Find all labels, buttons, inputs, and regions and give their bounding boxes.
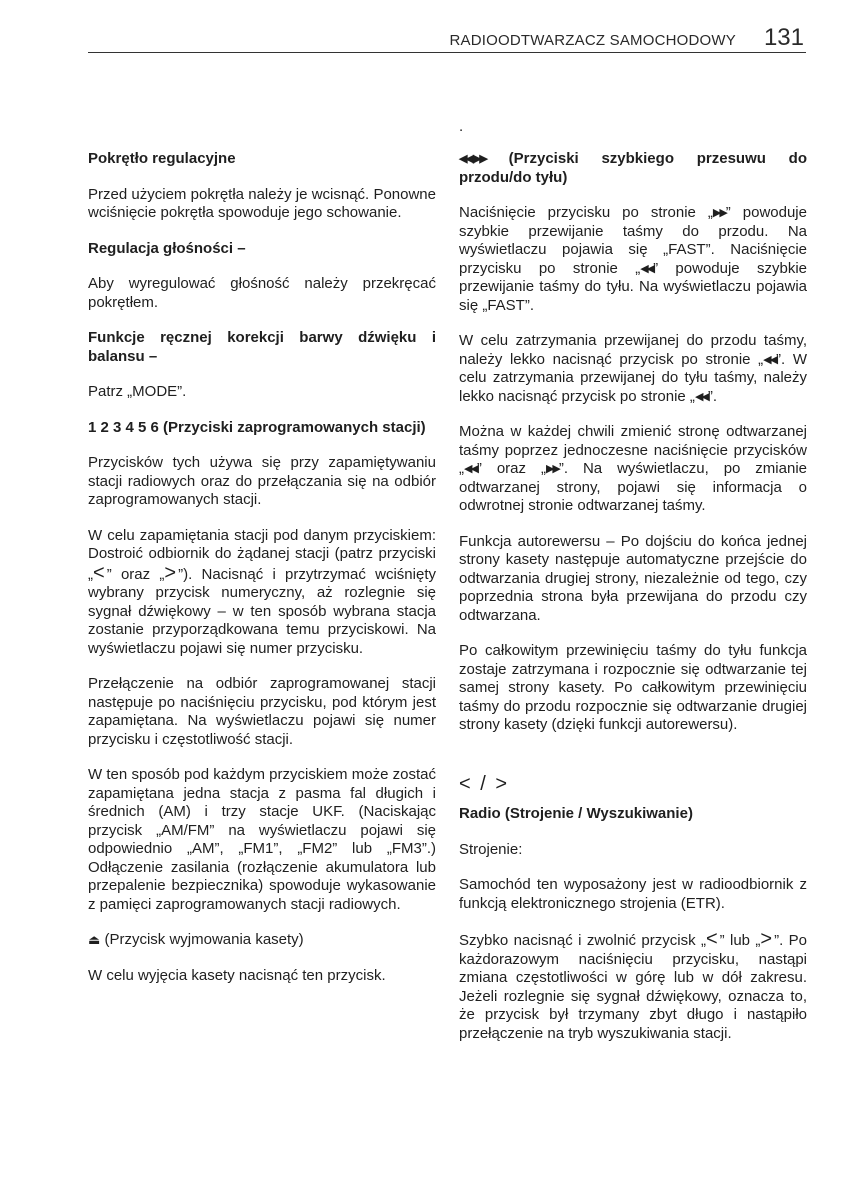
eject-icon: ⏏ (88, 932, 101, 947)
text-run: ” lub „ (719, 932, 761, 949)
running-title: RADIOODTWARZACZ SAMOCHODOWY (449, 32, 736, 49)
text-run: ”). Nacisnąć i przytrzymać wciśnięty wybrany przycisk numeryczny, aż rozlegnie się sygnał dźwiękowy – w ten sposób wybrana stacja zostanie przyporządkowana temu przyciskowi. Na wyświetlaczu pojawi się numer przycisku. (88, 565, 436, 657)
heading-radio-tuning: Radio (Strojenie / Wyszukiwanie) (459, 805, 693, 822)
heading-fast-wind (459, 150, 807, 187)
heading-tone-balance: Funkcje ręcznej korekcji barwy dźwięku i balansu – (88, 329, 436, 365)
heading-control-knob: Pokrętło regulacyjne (88, 150, 236, 167)
fast-forward-icon: ▶▶ (545, 463, 559, 475)
paragraph (459, 332, 807, 406)
page-header (88, 22, 806, 52)
fast-forward-icon: ▶▶ (712, 207, 726, 219)
paragraph: Samochód ten wyposażony jest w radioodbiornik z funkcją elektronicznego strojenia (ETR). (459, 876, 807, 912)
header-rule (88, 52, 806, 53)
rewind-icon: ◀◀ (464, 463, 477, 475)
paragraph: W celu wyjęcia kasety nacisnąć ten przycisk. (88, 966, 386, 984)
paragraph: Patrz „MODE”. (88, 383, 187, 400)
rewind-forward-icons: ◀◀ ▶▶ (459, 153, 486, 165)
heading-volume: Regulacja głośności – (88, 239, 246, 257)
text-run: Naciśnięcie przycisku po stronie „ (459, 204, 713, 221)
text-run: (Przyciski szybkiego przesuwu do przodu/do tyłu) (459, 150, 807, 186)
rewind-icon: ◀◀ (640, 262, 654, 275)
paragraph: Strojenie: (459, 840, 523, 858)
text-run: ”. Na wyświetlaczu, po zmianie odtwarzanej strony, pojawi się informacja o odwrotnej stronie odtwarzanej taśmy. (459, 460, 807, 514)
text-run: W celu zapamiętania stacji pod danym przyciskiem: Dostroić odbiornik do żądanej stacji (patrz przyciski „ (88, 526, 436, 583)
text-run: ” oraz „ (106, 565, 165, 583)
text-run: ” powoduje szybkie przewijanie taśmy do tyłu. Na wyświetlaczu pojawia się „FAST”. (459, 259, 807, 314)
tune-buttons-icon: < / > (459, 772, 510, 795)
paragraph (459, 930, 807, 1043)
text-run: ”. Po każdorazowym naciśnięciu przycisku, nastąpi zmiana częstotliwości w górę lub w dół zakresu. Jeżeli rozlegnie się sygnał dźwiękowy, oznacza to, że przycisk był trzymany zbyt długo i nastąpiło przełączenie na tryb wyszukiwania stacji. (459, 932, 807, 1042)
tune-down-icon: < (705, 928, 720, 950)
paragraph (88, 527, 436, 659)
tune-up-icon: > (164, 561, 179, 584)
heading-preset-buttons: 1 2 3 4 5 6 (Przyciski zaprogramowanych stacji) (88, 418, 426, 436)
paragraph: Funkcja autorewersu – Po dojściu do końca jednej strony kasety następuje automatyczne przejście do odtwarzania drugiej strony, niezależnie od tego, czy poprzednia strona była przewijana do przodu czy odtwarzana. (459, 532, 807, 624)
heading-eject (88, 931, 436, 950)
rewind-icon: ◀◀ (763, 353, 777, 366)
paragraph (459, 423, 807, 516)
paragraph: W ten sposób pod każdym przyciskiem może zostać zapamiętana jedna stacja z pasma fal długich i średnich (AM) i trzy stacje UKF. (Naciskając przycisk „AM/FM” na wyświetlaczu pojawi się odpowiednio „AM”, „FM1”, „FM2” lub „FM3”.) Odłączenie zasilania (rozłączenie akumulatora lub przepalenie bezpiecznika) spowoduje wykasowanie z pamięci zaprogramowanych stacji radiowych. (88, 766, 436, 913)
paragraph: Przełączenie na odbiór zaprogramowanej stacji następuje po naciśnięciu przycisku, pod którym jest zapamiętana. Na wyświetlaczu pojawi się numer przycisku i częstotliwość stacji. (88, 675, 436, 748)
text-run: (Przycisk wyjmowania kasety) (100, 931, 304, 948)
paragraph (459, 204, 807, 315)
text-run: ”. W celu zatrzymania przewijanej do tyłu taśmy, należy lekko nacisnąć przycisk po stronie „ (459, 350, 807, 405)
paragraph: Przycisków tych używa się przy zapamiętywaniu stacji radiowych oraz do przełączania się na odbiór zaprogramowanych stacji. (88, 454, 436, 508)
text-run: W celu zatrzymania przewijanej do przodu taśmy, należy lekko nacisnąć przycisk po stronie „ (459, 332, 807, 368)
paragraph: Po całkowitym przewinięciu taśmy do tyłu funkcja zostaje zatrzymana i rozpocznie się odtwarzanie tej samej strony kasety. Po całkowitym przewinięciu taśmy do przodu rozpocznie się odtwarzanie drugiej strony kasety (dzięki funkcji autorewersu). (459, 642, 807, 733)
text-run: ” powoduje szybkie przewijanie taśmy do przodu. Na wyświetlaczu pojawia się „FAST”. Naciśnięcie przycisku po stronie „ (459, 204, 807, 277)
tune-down-icon: < (93, 561, 107, 584)
rewind-icon: ◀◀ (694, 390, 708, 403)
paragraph: Przed użyciem pokrętła należy je wcisnąć. Ponowne wciśnięcie pokrętła spowoduje jego schowanie. (88, 185, 436, 221)
stray-dot: . (459, 118, 464, 135)
page-number: 131 (763, 24, 804, 51)
left-column (88, 150, 436, 1002)
text-run: ”. (707, 387, 718, 405)
text-run: ” oraz „ (476, 460, 546, 477)
paragraph: Aby wyregulować głośność należy przekręcać pokrętłem. (88, 275, 436, 311)
tune-up-icon: > (760, 928, 775, 950)
right-column (459, 150, 807, 1060)
text-run: Można w każdej chwili zmienić stronę odtwarzanej taśmy poprzez jednoczesne naciśnięcie przycisków „ (459, 423, 807, 477)
text-run: Szybko nacisnąć i zwolnić przycisk „ (459, 932, 706, 949)
